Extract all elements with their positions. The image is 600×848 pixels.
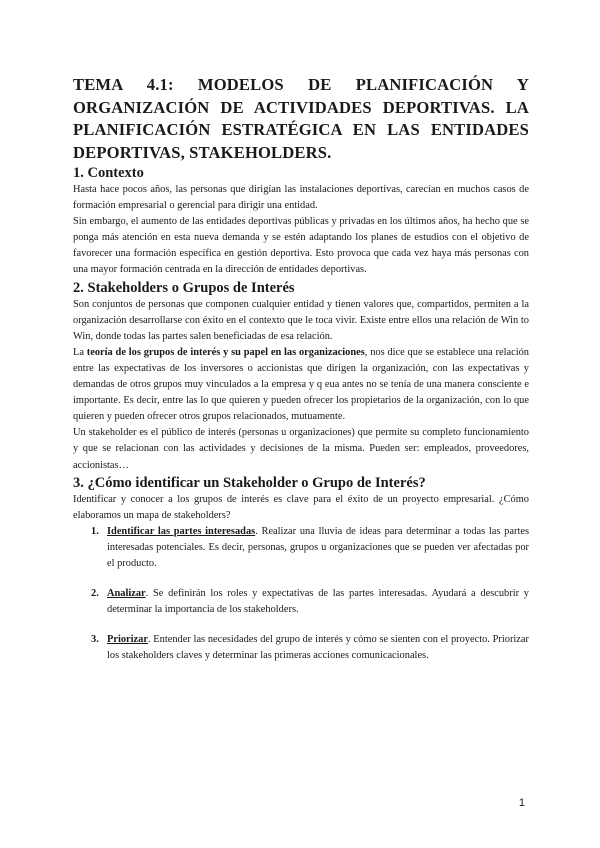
- paragraph: Identificar y conocer a los grupos de interés es clave para el éxito de un proyecto empresarial. ¿Cómo elaboramos un mapa de stakeholders?: [73, 493, 529, 521]
- section-heading-identificar: 3. ¿Cómo identificar un Stakeholder o Grupo de Interés?: [73, 474, 426, 491]
- step-text: . Entender las necesidades del grupo de interés y cómo se sienten con el proyecto. Priorizar los stakeholders claves y determinar las primeras acciones comunicacionales.: [107, 634, 529, 662]
- step-label: Priorizar: [107, 634, 148, 646]
- paragraph: Hasta hace pocos años, las personas que dirigían las instalaciones deportivas, carecían en muchos casos de formación empresarial o gerencial para dirigir una entidad.: [73, 184, 529, 212]
- steps-list: [73, 524, 529, 665]
- list-item: [73, 524, 529, 572]
- step-text: . Se definirán los roles y expectativas de las partes interesadas. Ayudará a descubrir y determinar la importancia de los stakeholders.: [107, 588, 529, 616]
- step-text: . Realizar una lluvia de ideas para determinar a todas las partes interesadas potenciales. Es decir, personas, grupos u organizaciones que se pueden ver afectadas por el producto.: [107, 525, 529, 569]
- step-number: 3.: [91, 634, 99, 646]
- document-title: TEMA 4.1: MODELOS DE PLANIFICACIÓN Y ORGANIZACIÓN DE ACTIVIDADES DEPORTIVAS. LA PLANIFICACIÓN ESTRATÉGICA EN LAS ENTIDADES DEPORTIVAS, STAKEHOLDERS.: [73, 75, 529, 162]
- paragraph-theory: [73, 345, 529, 425]
- paragraph: Un stakeholder es el público de interés (personas u organizaciones) que permite su completo funcionamiento y que se relacionan con las actividades y decisiones de la misma. Pueden ser: empleados, proveedores, accionistas…: [73, 427, 529, 471]
- paragraph: Sin embargo, el aumento de las entidades deportivas públicas y privadas en los últimos años, ha hecho que se ponga más atención en esta nueva demanda y se estén adaptando los planes de estudios con el objetivo de favorecer una formación específica en gestión deportiva. Esto provoca que cada vez haya más personas con una mayor formación centrada en la dirección de entidades deportivas.: [73, 216, 529, 276]
- list-item: [73, 632, 529, 664]
- theory-bold-term: teoría de los grupos de interés y su papel en las organizaciones: [86, 346, 365, 358]
- page-content: [73, 74, 529, 664]
- list-item: [73, 586, 529, 618]
- section-heading-contexto: 1. Contexto: [73, 165, 144, 181]
- page-number: 1: [518, 797, 525, 809]
- theory-prefix: La: [73, 346, 87, 358]
- paragraph: Son conjuntos de personas que componen cualquier entidad y tienen valores que, compartidos, permiten a la organización desarrollarse con éxito en el contexto que le toca vivir. Existe entre ellos una relación de Win to Win, donde todas las partes salen beneficiadas de esa relación.: [73, 298, 529, 342]
- step-label: Analizar: [107, 588, 146, 600]
- theory-rest: , nos dice que se establece una relación entre las expectativas de los inversores o accionistas que dirigen la organización, con las expectativas y demandas de otros grupos muy vinculados a la empresa y q eua antes no se tenía de una manera consciente e importante. Es decir, entre las lo que quieren y pueden ofrecer los propietarios de la organización, con lo que quieren y pueden ofrecer otros grupos relacionados, mutuamente.: [73, 346, 529, 423]
- step-number: 2.: [91, 588, 99, 600]
- section-heading-stakeholders: 2. Stakeholders o Grupos de Interés: [73, 279, 295, 296]
- step-number: 1.: [91, 525, 99, 537]
- step-label: Identificar las partes interesadas: [107, 525, 256, 537]
